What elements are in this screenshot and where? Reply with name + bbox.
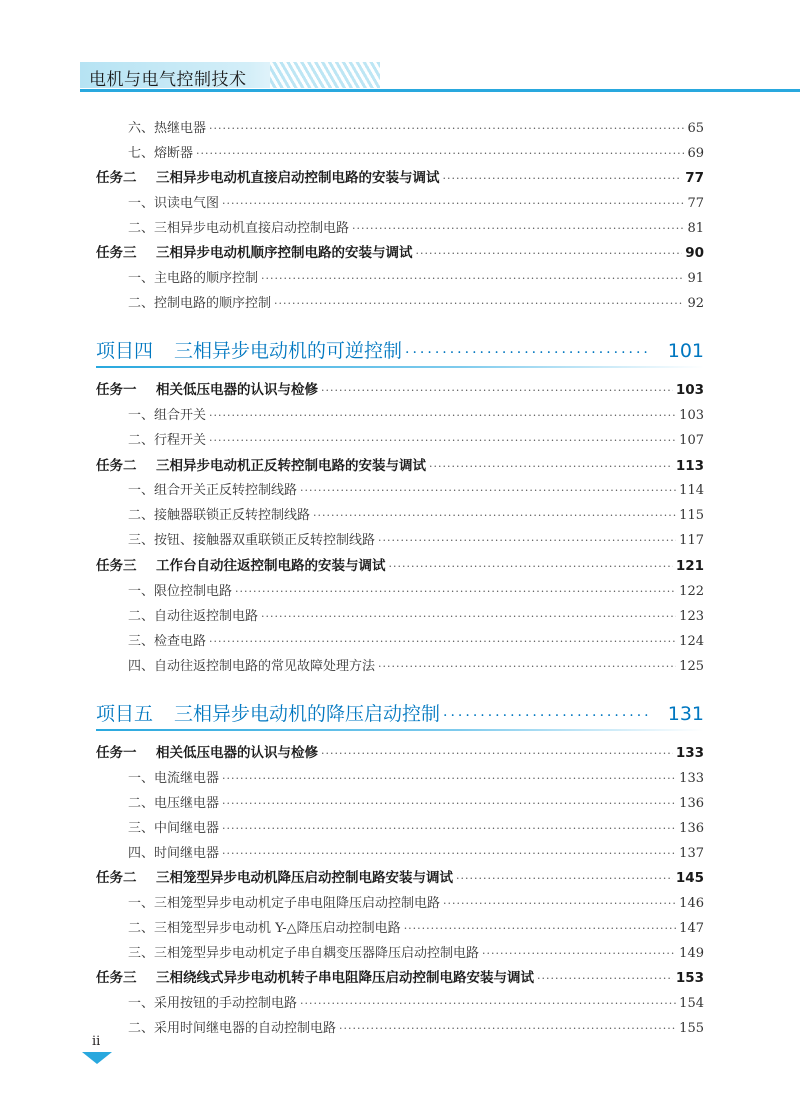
toc-item[interactable] bbox=[0, 792, 800, 812]
toc-item[interactable] bbox=[0, 655, 800, 675]
toc-item-page: 123 bbox=[679, 609, 704, 624]
task-page: 145 bbox=[675, 870, 704, 886]
leader-dots bbox=[416, 247, 683, 260]
toc-item-page: 81 bbox=[687, 221, 704, 236]
toc-task[interactable] bbox=[0, 741, 800, 761]
leader-dots bbox=[404, 922, 676, 935]
project-number: 项目四 bbox=[96, 340, 154, 362]
leader-dots bbox=[274, 297, 684, 310]
task-number: 任务二 bbox=[96, 170, 137, 186]
toc-item-label: 一、组合开关正反转控制线路 bbox=[128, 483, 298, 498]
task-number: 任务一 bbox=[96, 382, 137, 398]
toc-item[interactable] bbox=[0, 117, 800, 137]
folio-triangle-icon bbox=[82, 1052, 112, 1064]
toc-item-page: 91 bbox=[687, 271, 704, 286]
leader-dots bbox=[378, 660, 676, 673]
toc-task[interactable] bbox=[0, 378, 800, 398]
toc-item-label: 三、中间继电器 bbox=[128, 821, 220, 836]
toc-item[interactable] bbox=[0, 892, 800, 912]
toc-task[interactable] bbox=[0, 454, 800, 474]
task-number: 任务一 bbox=[96, 745, 137, 761]
leader-dots bbox=[443, 897, 676, 910]
leader-dots bbox=[209, 122, 684, 135]
task-page: 133 bbox=[675, 745, 704, 761]
toc-item-label: 四、自动往返控制电路的常见故障处理方法 bbox=[128, 659, 376, 674]
toc-item[interactable] bbox=[0, 529, 800, 549]
leader-dots bbox=[352, 222, 684, 235]
toc-item-page: 122 bbox=[679, 584, 704, 599]
toc-item-page: 103 bbox=[679, 408, 704, 423]
leader-dots bbox=[209, 635, 676, 648]
toc-item-label: 一、识读电气图 bbox=[128, 196, 220, 211]
toc-item-label: 二、接触器联锁正反转控制线路 bbox=[128, 508, 311, 523]
leader-dots bbox=[209, 434, 676, 447]
toc-item[interactable] bbox=[0, 1017, 800, 1037]
task-number: 任务二 bbox=[96, 458, 137, 474]
leader-dots bbox=[300, 484, 676, 497]
leader-dots bbox=[321, 384, 673, 397]
leader-dots bbox=[456, 872, 673, 885]
task-page: 153 bbox=[675, 970, 704, 986]
toc-item-page: 92 bbox=[687, 296, 704, 311]
task-page: 103 bbox=[675, 382, 704, 398]
task-title: 三相异步电动机正反转控制电路的安装与调试 bbox=[156, 458, 426, 474]
project-title: 三相异步电动机的降压启动控制 bbox=[174, 703, 441, 725]
toc-project[interactable] bbox=[0, 336, 800, 366]
leader-dots bbox=[443, 172, 683, 185]
toc-item-page: 124 bbox=[679, 634, 704, 649]
task-title: 三相异步电动机顺序控制电路的安装与调试 bbox=[156, 245, 413, 261]
toc-item[interactable] bbox=[0, 842, 800, 862]
toc-item[interactable] bbox=[0, 267, 800, 287]
task-number: 任务二 bbox=[96, 870, 137, 886]
toc-item-label: 三、检查电路 bbox=[128, 634, 207, 649]
toc-item-page: 65 bbox=[687, 121, 704, 136]
leader-dots bbox=[378, 534, 676, 547]
header-stripes bbox=[270, 62, 380, 88]
project-rule bbox=[96, 366, 704, 368]
toc-item-label: 一、电流继电器 bbox=[128, 771, 220, 786]
toc-task[interactable] bbox=[0, 166, 800, 186]
toc-item-label: 二、控制电路的顺序控制 bbox=[128, 296, 272, 311]
toc-item-page: 146 bbox=[679, 896, 704, 911]
leader-dots bbox=[537, 972, 673, 985]
leader-dots bbox=[482, 947, 676, 960]
toc-item[interactable] bbox=[0, 942, 800, 962]
task-page: 77 bbox=[685, 170, 704, 186]
leader-dots bbox=[222, 772, 676, 785]
toc-item[interactable] bbox=[0, 192, 800, 212]
toc-item[interactable] bbox=[0, 817, 800, 837]
toc-item-page: 115 bbox=[679, 508, 704, 523]
toc-item-label: 一、三相笼型异步电动机定子串电阻降压启动控制电路 bbox=[128, 896, 441, 911]
leader-dots bbox=[222, 847, 676, 860]
toc-item-label: 二、三相异步电动机直接启动控制电路 bbox=[128, 221, 350, 236]
toc-item-page: 137 bbox=[679, 846, 704, 861]
project-number: 项目五 bbox=[96, 703, 154, 725]
toc-item-label: 一、采用按钮的手动控制电路 bbox=[128, 996, 298, 1011]
leader-dots bbox=[313, 509, 676, 522]
toc-item-page: 136 bbox=[679, 821, 704, 836]
task-number: 任务三 bbox=[96, 558, 137, 574]
project-title: 三相异步电动机的可逆控制 bbox=[174, 340, 403, 362]
book-title: 电机与电气控制技术 bbox=[89, 70, 247, 90]
toc-item-label: 二、电压继电器 bbox=[128, 796, 220, 811]
toc-item-page: 136 bbox=[679, 796, 704, 811]
task-title: 三相笼型异步电动机降压启动控制电路安装与调试 bbox=[156, 870, 453, 886]
toc-item-label: 二、采用时间继电器的自动控制电路 bbox=[128, 1021, 337, 1036]
leader-dots bbox=[222, 797, 676, 810]
toc-item-label: 一、限位控制电路 bbox=[128, 584, 233, 599]
project-rule bbox=[96, 729, 704, 731]
task-title: 三相异步电动机直接启动控制电路的安装与调试 bbox=[156, 170, 440, 186]
toc-item-label: 六、热继电器 bbox=[128, 121, 207, 136]
task-title: 相关低压电器的认识与检修 bbox=[156, 382, 318, 398]
toc-project[interactable] bbox=[0, 699, 800, 729]
toc-item[interactable] bbox=[0, 479, 800, 499]
task-number: 任务三 bbox=[96, 970, 137, 986]
toc-item[interactable] bbox=[0, 217, 800, 237]
toc-item-label: 三、三相笼型异步电动机定子串自耦变压器降压启动控制电路 bbox=[128, 946, 480, 961]
folio: ii bbox=[92, 1034, 101, 1049]
toc-item-label: 二、三相笼型异步电动机 Y-△降压启动控制电路 bbox=[128, 921, 401, 936]
toc-item-label: 二、行程开关 bbox=[128, 433, 207, 448]
leader-dots bbox=[389, 560, 673, 573]
toc-item-page: 154 bbox=[679, 996, 704, 1011]
leader-dots bbox=[235, 585, 676, 598]
leader-dots bbox=[405, 345, 651, 361]
leader-dots bbox=[222, 822, 676, 835]
leader-dots bbox=[261, 610, 676, 623]
leader-dots bbox=[300, 997, 676, 1010]
toc-item-page: 133 bbox=[679, 771, 704, 786]
task-page: 113 bbox=[675, 458, 704, 474]
toc-item[interactable] bbox=[0, 917, 800, 937]
toc-item-label: 七、熔断器 bbox=[128, 146, 194, 161]
toc-item[interactable] bbox=[0, 429, 800, 449]
toc-task[interactable] bbox=[0, 966, 800, 986]
task-title: 工作台自动往返控制电路的安装与调试 bbox=[156, 558, 386, 574]
toc-item-page: 155 bbox=[679, 1021, 704, 1036]
toc-item[interactable] bbox=[0, 292, 800, 312]
task-number: 任务三 bbox=[96, 245, 137, 261]
toc-item-page: 77 bbox=[687, 196, 704, 211]
leader-dots bbox=[429, 460, 673, 473]
toc-item[interactable] bbox=[0, 142, 800, 162]
task-title: 三相绕线式异步电动机转子串电阻降压启动控制电路安装与调试 bbox=[156, 970, 534, 986]
toc-task[interactable] bbox=[0, 554, 800, 574]
leader-dots bbox=[443, 708, 651, 724]
task-page: 121 bbox=[675, 558, 704, 574]
toc-item-label: 一、组合开关 bbox=[128, 408, 207, 423]
running-header bbox=[80, 62, 800, 92]
project-page: 131 bbox=[667, 703, 704, 725]
toc-item-page: 107 bbox=[679, 433, 704, 448]
toc-item[interactable] bbox=[0, 580, 800, 600]
toc-item-page: 117 bbox=[679, 533, 704, 548]
toc-item[interactable] bbox=[0, 767, 800, 787]
task-page: 90 bbox=[685, 245, 704, 261]
leader-dots bbox=[209, 409, 676, 422]
leader-dots bbox=[222, 197, 684, 210]
toc-item-page: 147 bbox=[679, 921, 704, 936]
toc-item[interactable] bbox=[0, 605, 800, 625]
leader-dots bbox=[196, 147, 684, 160]
toc-task[interactable] bbox=[0, 866, 800, 886]
toc-item-label: 一、主电路的顺序控制 bbox=[128, 271, 259, 286]
leader-dots bbox=[321, 747, 673, 760]
toc-item-page: 149 bbox=[679, 946, 704, 961]
toc-item[interactable] bbox=[0, 630, 800, 650]
project-page: 101 bbox=[667, 340, 704, 362]
leader-dots bbox=[339, 1022, 676, 1035]
toc-item-label: 二、自动往返控制电路 bbox=[128, 609, 259, 624]
toc-item[interactable] bbox=[0, 404, 800, 424]
toc-task[interactable] bbox=[0, 241, 800, 261]
toc-item-label: 四、时间继电器 bbox=[128, 846, 220, 861]
toc-item[interactable] bbox=[0, 504, 800, 524]
toc-item[interactable] bbox=[0, 992, 800, 1012]
task-title: 相关低压电器的认识与检修 bbox=[156, 745, 318, 761]
toc-item-page: 114 bbox=[679, 483, 704, 498]
toc-item-page: 69 bbox=[687, 146, 704, 161]
leader-dots bbox=[261, 272, 684, 285]
toc-item-page: 125 bbox=[679, 659, 704, 674]
toc-item-label: 三、按钮、接触器双重联锁正反转控制线路 bbox=[128, 533, 376, 548]
